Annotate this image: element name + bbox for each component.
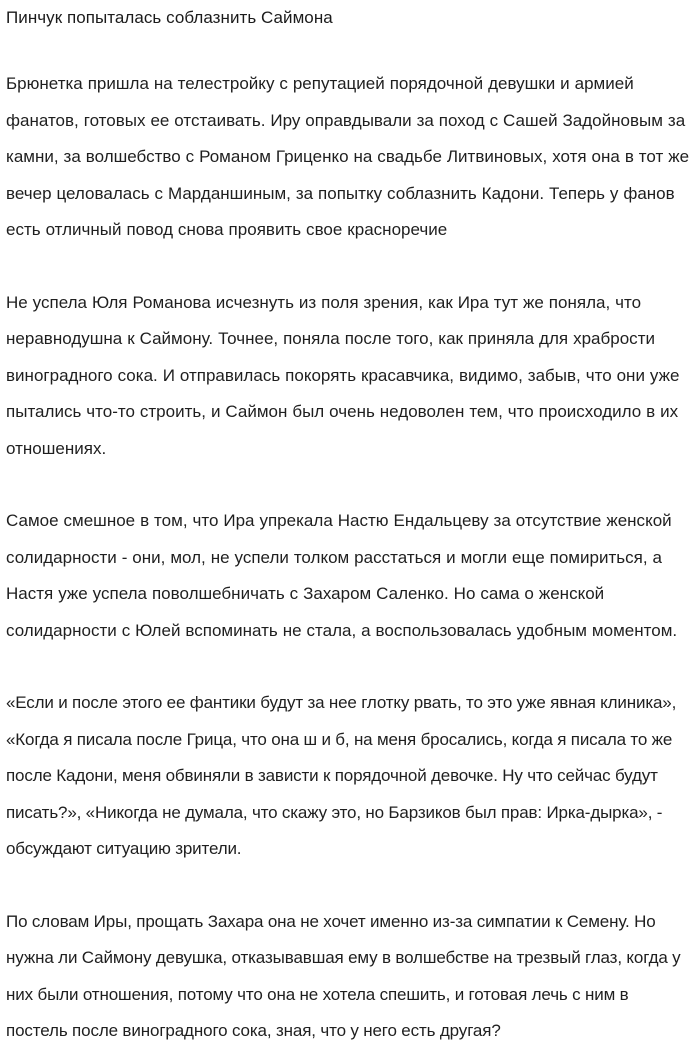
article-paragraph-4: «Если и после этого ее фантики будут за нее глотку рвать, то это уже явная клиника», «Когда я писала после Грица, что она ш и б, на меня бросались, когда я писала то же после Кадони, меня обвиняли в зависти к порядочной девочке. Ну что сейчас будут писать?», «Никогда не думала, что скажу это, но Барзиков был прав: Ирка-дырка», - обсуждают ситуацию зрители. <box>6 693 677 858</box>
article-paragraph-1: Брюнетка пришла на телестройку с репутацией порядочной девушки и армией фанатов, готовых ее отстаивать. Иру оправдывали за поход с Сашей Задойновым за камни, за волшебство с Романом Гриценко на свадьбе Литвиновых, хотя она в тот же вечер целовалась с Марданшиным, за попытку соблазнить Кадони. Теперь у фанов есть отличный повод снова проявить свое красноречие <box>6 74 690 239</box>
article-title: Пинчук попыталась соблазнить Саймона <box>6 8 333 27</box>
article-paragraph-2: Не успела Юля Романова исчезнуть из поля зрения, как Ира тут же поняла, что неравнодушна к Саймону. Точнее, поняла после того, как приняла для храбрости виноградного сока. И отправилась покорять красавчика, видимо, забыв, что они уже пытались что-то строить, и Саймон был очень недоволен тем, что происходило в их отношениях. <box>6 292 680 458</box>
article-body <box>6 66 691 1050</box>
article-paragraph-5: По словам Иры, прощать Захара она не хочет именно из-за симпатии к Семену. Но нужна ли Саймону девушка, отказывавшая ему в волшебстве на трезвый глаз, когда у них были отношения, потому что она не хотела спешить, и готовая лечь с ним в постель после виноградного сока, зная, что у него есть другая? <box>6 911 681 1040</box>
article-paragraph-3: Самое смешное в том, что Ира упрекала Настю Ендальцеву за отсутствие женской солидарности - они, мол, не успели толком расстаться и могли еще помириться, а Настя уже успела поволшебничать с Захаром Саленко. Но сама о женской солидарности с Юлей вспоминать не стала, а воспользовалась удобным моментом. <box>6 511 678 640</box>
